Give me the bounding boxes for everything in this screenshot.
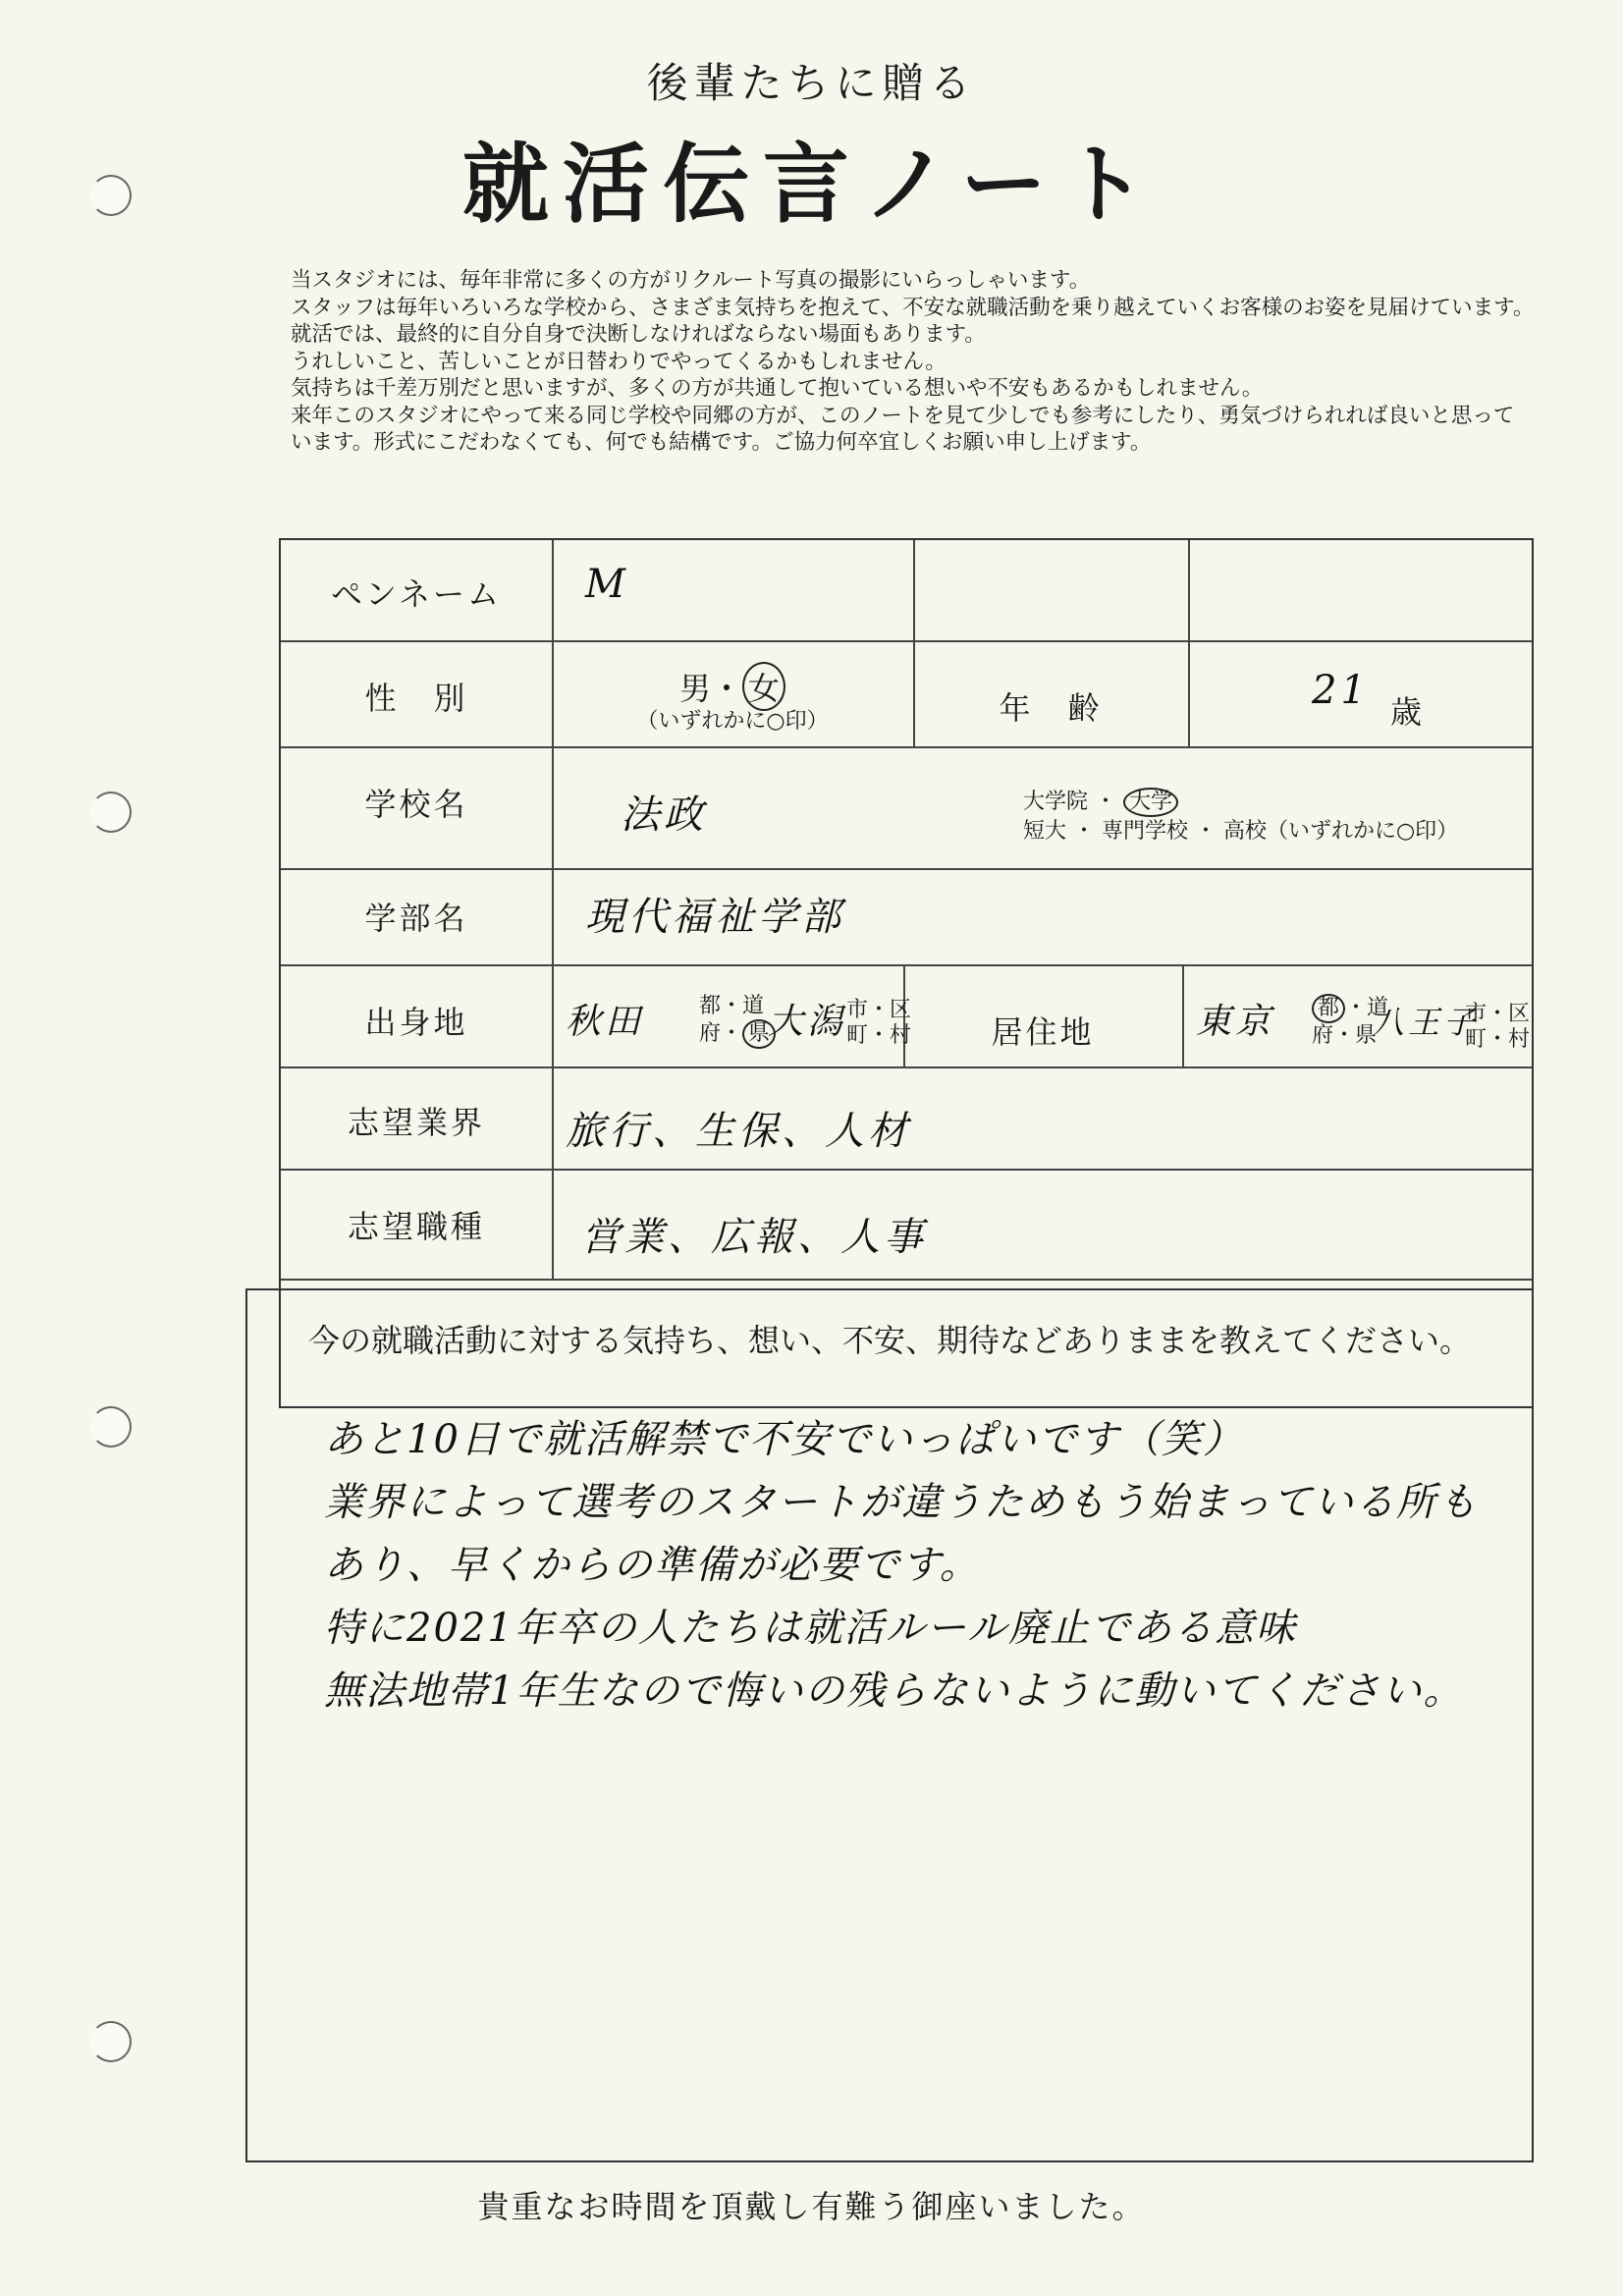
- col-divider: [1188, 540, 1190, 746]
- binder-hole: [90, 2021, 132, 2062]
- gender-male: 男: [678, 670, 711, 707]
- intro-line: 当スタジオには、毎年非常に多くの方がリクルート写真の撮影にいらっしゃいます。: [291, 268, 1091, 293]
- school-label: 学校名: [364, 786, 468, 823]
- row-divider: [281, 868, 1532, 870]
- industry-label: 志望業界: [347, 1104, 485, 1141]
- penname-label: ペンネーム: [330, 575, 503, 613]
- page-title: 就活伝言ノート: [461, 133, 1162, 235]
- intro-line: スタッフは毎年いろいろな学校から、さまざま気持ちを抱えて、不安な就職活動を乗り越えていくお客様のお姿を見届けています。: [291, 295, 1535, 320]
- intro-line: うれしいこと、苦しいことが日替わりでやってくるかもしれません。: [291, 349, 947, 374]
- residence-label: 居住地: [991, 1013, 1095, 1051]
- school-type-univ-circled: 大学: [1123, 788, 1178, 817]
- residence-city: 八王子: [1373, 1004, 1480, 1041]
- pref-units-2: [699, 1019, 776, 1049]
- gender-note: （いずれかに○印）: [636, 709, 829, 734]
- gender-separator: ・: [710, 670, 742, 707]
- age-value: 21: [1312, 668, 1370, 713]
- intro-line: 就活では、最終的に自分自身で決断しなければならない場面もあります。: [291, 322, 986, 347]
- message-box: [245, 1288, 1534, 2162]
- res-pref-units-2: 府・県: [1312, 1023, 1378, 1048]
- row-divider: [281, 640, 1532, 642]
- pref-unit-fu: 府・: [699, 1021, 743, 1046]
- footer-thanks: 貴重なお時間を頂戴し有難う御座いました。: [477, 2188, 1146, 2225]
- row-divider: [281, 1169, 1532, 1171]
- city-units-1: 市・区: [846, 998, 912, 1022]
- res-city-units-2: 町・村: [1465, 1027, 1531, 1052]
- hometown-city-units: [846, 998, 911, 1049]
- pref-unit-do: ・道: [1345, 996, 1389, 1020]
- gender-label: 性 別: [364, 680, 468, 717]
- age-unit: 歳: [1390, 693, 1426, 731]
- binder-hole: [90, 1406, 132, 1448]
- message-prompt: 今の就職活動に対する気持ち、想い、不安、期待などありままを教えてください。: [307, 1322, 1471, 1359]
- school-type-line2: 短大 ・ 専門学校 ・ 高校（いずれかに○印）: [1023, 819, 1459, 844]
- school-type-grad: 大学院: [1023, 790, 1089, 814]
- school-type-line1: [1023, 788, 1178, 817]
- job-label: 志望職種: [347, 1208, 485, 1245]
- city-units-2: 町・村: [846, 1023, 912, 1048]
- intro-line: 来年このスタジオにやって来る同じ学校や同郷の方が、このノートを見て少しでも参考にしたり、勇気づけられれば良いと思って: [291, 403, 1515, 428]
- row-divider: [281, 1066, 1532, 1068]
- intro-line: います。形式にこだわなくても、何でも結構です。ご協力何卒宜しくお願い申し上げます。: [291, 430, 1152, 455]
- col-divider: [552, 540, 554, 1279]
- gender-female-circled: 女: [742, 662, 785, 711]
- school-value: 法政: [621, 793, 707, 838]
- hometown-label: 出身地: [364, 1004, 468, 1041]
- res-city-units-1: 市・区: [1465, 1002, 1531, 1026]
- penname-value: M: [585, 562, 629, 607]
- pref-unit-ken-circled: 県: [742, 1019, 776, 1049]
- residence-pref: 東京: [1196, 1002, 1275, 1042]
- col-divider: [1182, 964, 1184, 1066]
- profile-form: [279, 538, 1534, 1408]
- hometown-pref-units: [699, 994, 776, 1049]
- pref-units-1: 都・道: [699, 994, 765, 1018]
- intro-line: 気持ちは千差万別だと思いますが、多くの方が共通して抱いている想いや不安もあるかもしれません。: [291, 376, 1264, 401]
- hometown-pref: 秋田: [566, 1002, 645, 1042]
- residence-city-units: [1465, 1002, 1530, 1053]
- faculty-value: 現代福祉学部: [585, 895, 844, 940]
- row-divider: [281, 1279, 1532, 1281]
- hometown-city: 大潟: [768, 1002, 847, 1042]
- school-type-sep: ・: [1095, 790, 1117, 814]
- pref-unit-to-circled: 都: [1312, 994, 1345, 1023]
- row-divider: [281, 746, 1532, 748]
- industry-value: 旅行、生保、人材: [566, 1109, 911, 1154]
- job-value: 営業、広報、人事: [581, 1215, 927, 1260]
- intro-text: [291, 267, 1606, 457]
- subtitle: 後輩たちに贈る: [646, 59, 977, 107]
- age-label: 年 齢: [999, 689, 1103, 727]
- binder-hole: [90, 792, 132, 833]
- gender-options: [552, 662, 913, 711]
- message-text: あと10日で就活解禁で不安でいっぱいです（笑） 業界によって選考のスタートが違うためもう始まっている所も あり、早くからの準備が必要です。 特に2021年卒の人たちは就活ルール廃止である意味 無法地帯1年生なので悔いの残らないように動いてください。: [324, 1417, 1479, 1714]
- row-divider: [281, 964, 1532, 966]
- faculty-label: 学部名: [364, 900, 468, 937]
